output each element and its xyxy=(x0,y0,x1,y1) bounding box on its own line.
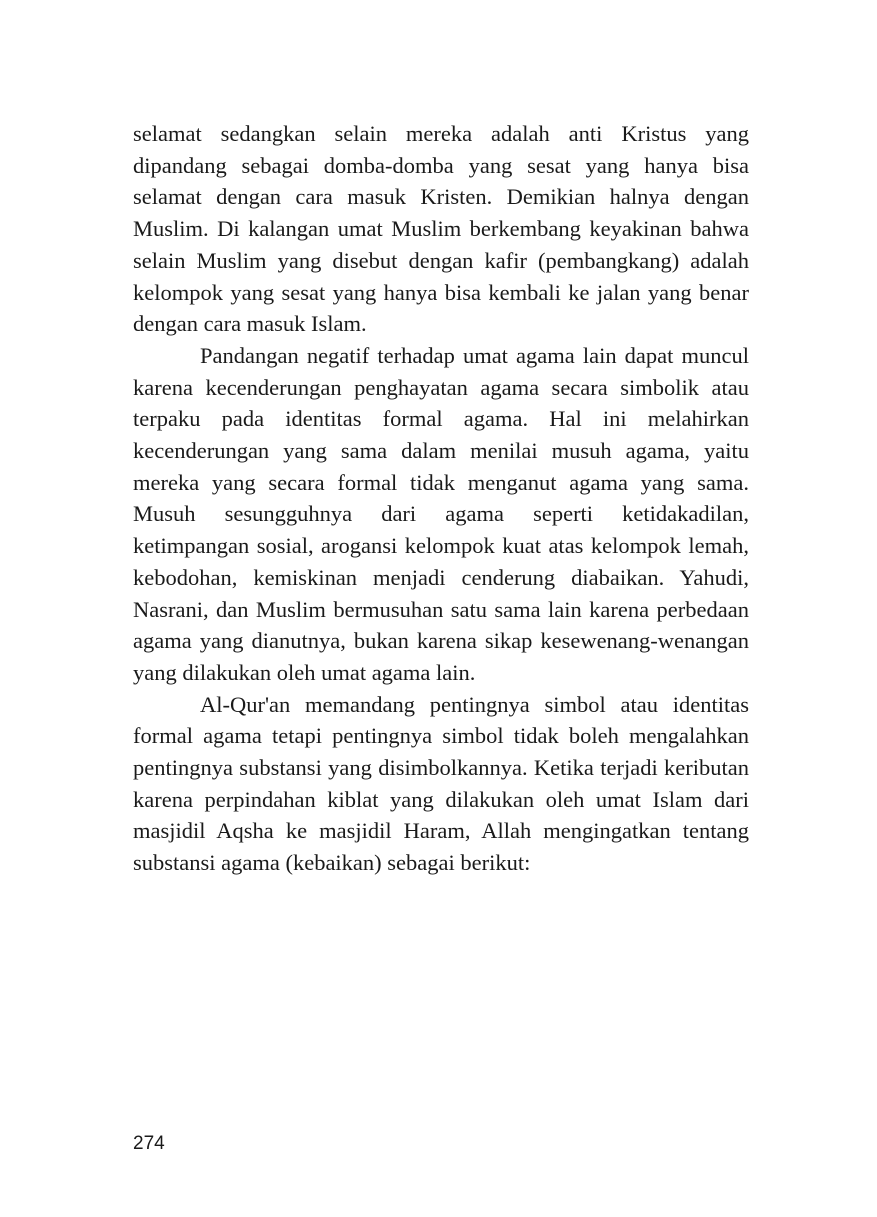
paragraph-1: selamat sedangkan selain mereka adalah anti Kristus yang dipandang sebagai domba-domba yang sesat yang hanya bisa selamat dengan cara masuk Kristen. Demikian halnya dengan Muslim. Di kalangan umat Muslim berkembang keyakinan bahwa selain Muslim yang disebut dengan kafir (pembangkang) adalah kelompok yang sesat yang hanya bisa kembali ke jalan yang benar dengan cara masuk Islam. xyxy=(133,121,749,337)
page-number: 274 xyxy=(133,1133,165,1154)
body-text xyxy=(133,118,749,879)
paragraph-3: Al-Qur'an memandang pentingnya simbol atau identitas formal agama tetapi pentingnya simbol tidak boleh mengalahkan pentingnya substansi yang disimbolkannya. Ketika terjadi keributan karena perpindahan kiblat yang dilakukan oleh umat Islam dari masjidil Aqsha ke masjidil Haram, Allah mengingatkan tentang substansi agama (kebaikan) sebagai berikut: xyxy=(133,691,749,876)
paragraph-2: Pandangan negatif terhadap umat agama lain dapat muncul karena kecenderungan penghayatan agama secara simbolik atau terpaku pada identitas formal agama. Hal ini melahirkan kecenderungan yang sama dalam menilai musuh agama, yaitu mereka yang secara formal tidak menganut agama yang sama. Musuh sesungguhnya dari agama seperti ketidakadilan, ketimpangan sosial, arogansi kelompok kuat atas kelompok lemah, kebodohan, kemiskinan menjadi cenderung diabaikan. Yahudi, Nasrani, dan Muslim bermusuhan satu sama lain karena perbedaan agama yang dianutnya, bukan karena sikap kesewenang-wenangan yang dilakukan oleh umat agama lain. xyxy=(133,342,749,685)
